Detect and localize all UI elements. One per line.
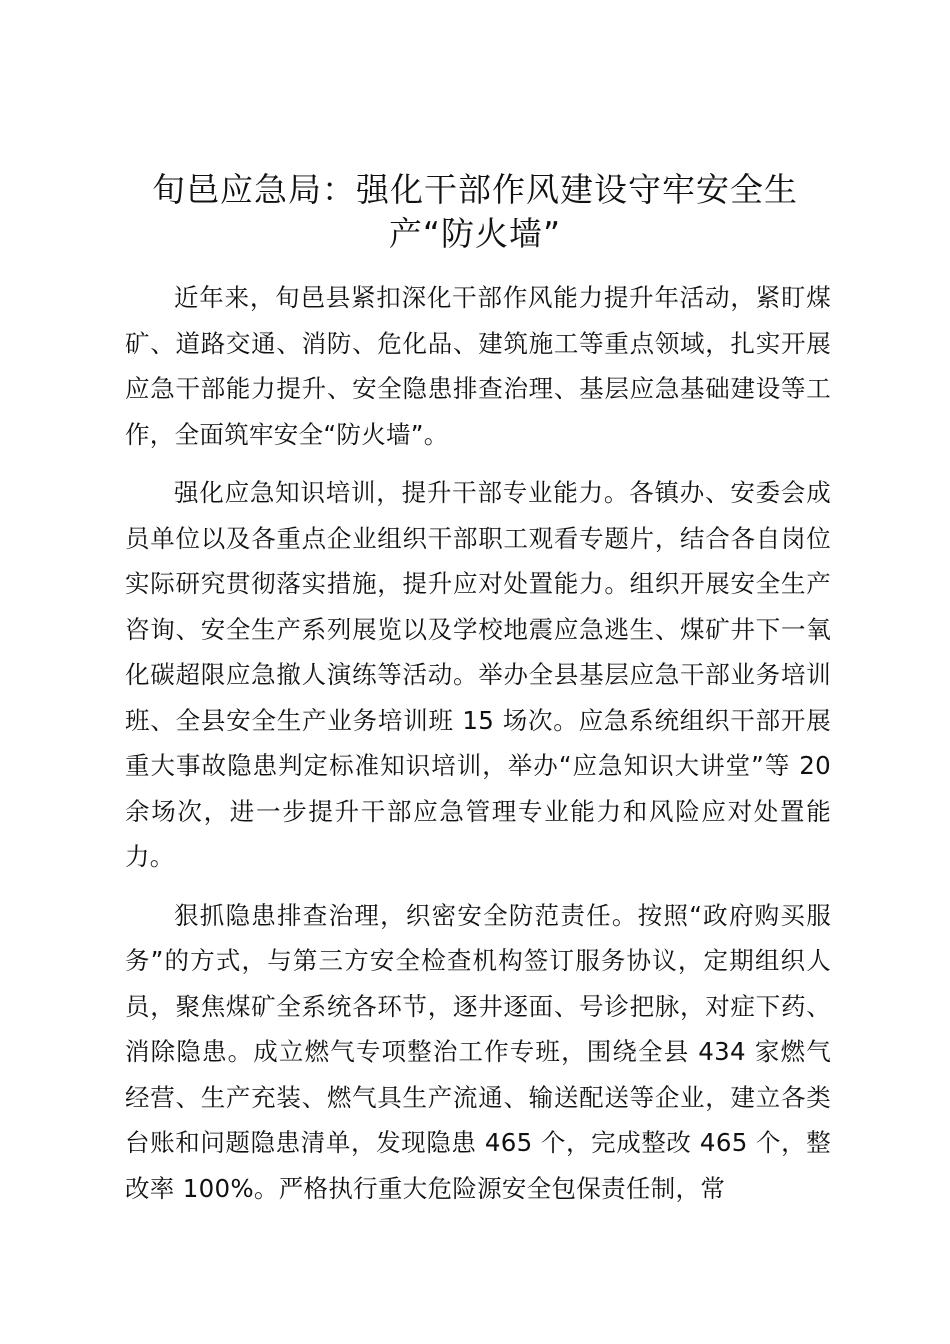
document-title: 旬邑应急局：强化干部作风建设守牢安全生产“防火墙”: [152, 170, 798, 253]
paragraph-training: 强化应急知识培训，提升干部专业能力。各镇办、安委会成员单位以及各重点企业组织干部职工观看专题片，结合各自岗位实际研究贯彻落实措施，提升应对处置能力。组织开展安全生产咨询、安全生产系列展览以及学校地震应急逃生、煤矿井下一氧化碳超限应急撤人演练等活动。举办全县基层应急干部业务培训班、全县安全生产业务培训班 15 场次。应急系统组织干部开展重大事故隐患判定标准知识培训，举办“应急知识大讲堂”等 20 余场次，进一步提升干部应急管理专业能力和风险应对处置能力。: [125, 478, 831, 871]
document-body: [125, 275, 831, 1224]
paragraph-hazard-inspection: 狠抓隐患排查治理，织密安全防范责任。按照“政府购买服务”的方式，与第三方安全检查机构签订服务协议，定期组织人员，聚焦煤矿全系统各环节，逐井逐面、号诊把脉，对症下药、消除隐患。成立燃气专项整治工作专班，围绕全县 434 家燃气经营、生产充装、燃气具生产流通、输送配送等企业，建立各类台账和问题隐患清单，发现隐患 465 个，完成整改 465 个，整改率 100%。严格执行重大危险源安全包保责任制，常: [125, 900, 831, 1203]
paragraph-intro: 近年来，旬邑县紧扣深化干部作风能力提升年活动，紧盯煤矿、道路交通、消防、危化品、建筑施工等重点领域，扎实开展应急干部能力提升、安全隐患排查治理、基层应急基础建设等工作，全面筑牢安全“防火墙”。: [125, 283, 831, 449]
